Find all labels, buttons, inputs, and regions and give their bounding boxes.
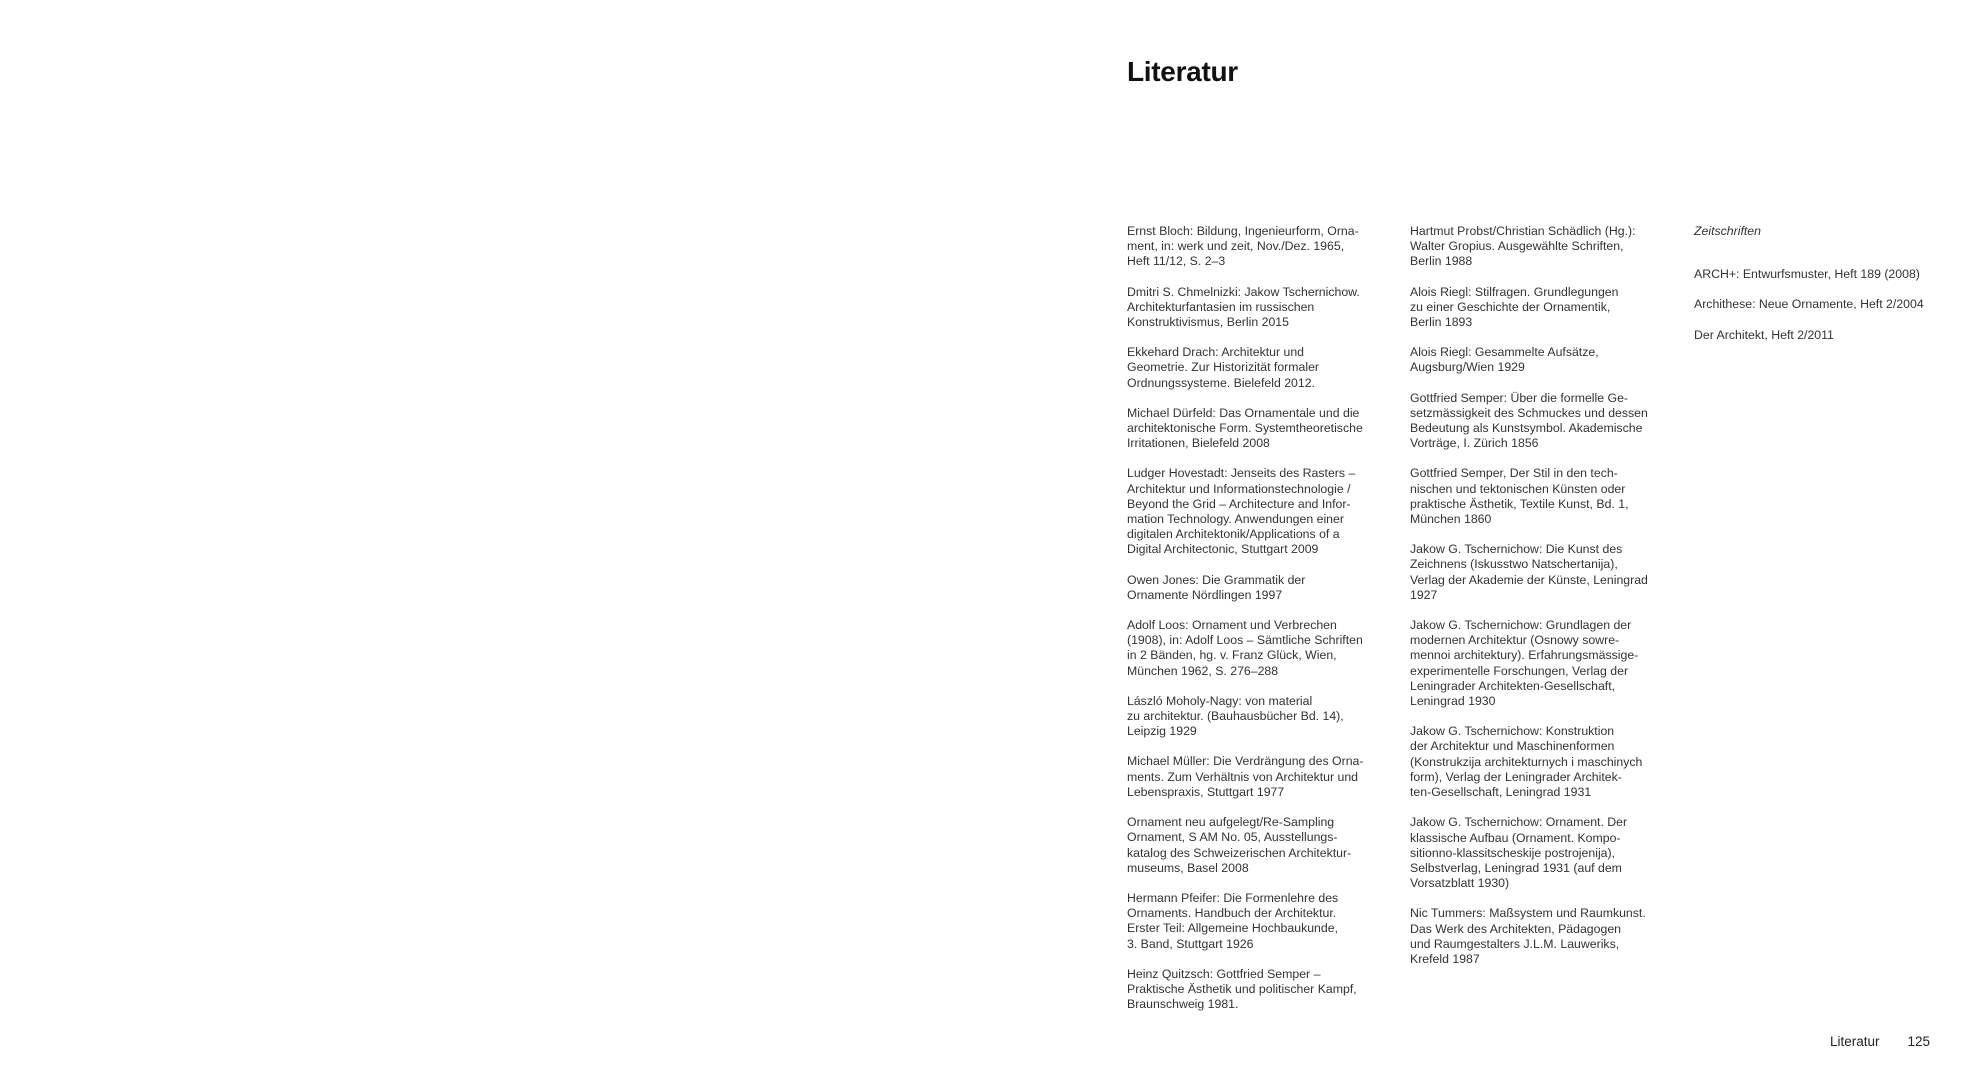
bibliography-entry: Ludger Hovestadt: Jenseits des Rasters – Architektur und Informationstechnologie / Beyond the Grid – Architecture and Infor- mation Technology. Anwendungen einer digitalen Architektonik/Applications of a Digital Architectonic, Stuttgart 2009: [1127, 466, 1356, 557]
bibliography-entry: Michael Dürfeld: Das Ornamentale und die architektonische Form. Systemtheoretische Irritationen, Bielefeld 2008: [1127, 405, 1363, 451]
bibliography-entry: Ekkehard Drach: Architektur und Geometrie. Zur Historizität formaler Ordnungssysteme. Bielefeld 2012.: [1127, 345, 1320, 390]
periodical-entry: Der Architekt, Heft 2/2011: [1694, 327, 1834, 342]
running-footer-section: Literatur: [1830, 1034, 1880, 1049]
bibliography-entry: László Moholy-Nagy: von material zu architektur. (Bauhausbücher Bd. 14), Leipzig 1929: [1127, 693, 1344, 739]
bibliography-entry: Jakow G. Tschernichow: Grundlagen der modernen Architektur (Osnowy sowre- mennoi architektury). Erfahrungsmässige- experimentelle Forschungen, Verlag der Leningrader Architekten-Gesellschaft, Leningrad 1930: [1410, 618, 1639, 709]
bibliography-entry: Adolf Loos: Ornament und Verbrechen (1908), in: Adolf Loos – Sämtliche Schriften in 2 Bänden, hg. v. Franz Glück, Wien, München 1962, S. 276–288: [1127, 618, 1363, 678]
page-footer: [1830, 1033, 1930, 1051]
periodicals-heading: Zeitschriften: [1694, 224, 1761, 238]
bibliography-entry: Michael Müller: Die Verdrängung des Orna- ments. Zum Verhältnis von Architektur und Lebenspraxis, Stuttgart 1977: [1127, 754, 1364, 799]
bibliography-entry: Gottfried Semper, Der Stil in den tech- nischen und tektonischen Künsten oder praktische Ästhetik, Textile Kunst, Bd. 1, München 1860: [1410, 466, 1629, 527]
bibliography-entry: Jakow G. Tschernichow: Die Kunst des Zeichnens (Iskusstwo Natschertanija), Verlag der Akademie der Künste, Leningrad 1927: [1410, 542, 1648, 602]
bibliography-column-1: [1127, 224, 1389, 1027]
periodicals-column: [1694, 224, 1964, 358]
bibliography-entry: Hartmut Probst/Christian Schädlich (Hg.): Walter Gropius. Ausgewählte Schriften, Berlin 1988: [1410, 224, 1636, 269]
bibliography-entry: Ornament neu aufgelegt/Re-Sampling Ornament, S AM No. 05, Ausstellungs- katalog des Schweizerischen Architektur- museums, Basel 2008: [1127, 815, 1352, 875]
bibliography-column-2: [1410, 224, 1672, 982]
bibliography-entry: Jakow G. Tschernichow: Ornament. Der klassische Aufbau (Ornament. Kompo- sitionno-klassitscheskije postrojenija), Selbstverlag, Leningrad 1931 (auf dem Vorsatzblatt 1930): [1410, 815, 1628, 891]
bibliography-entry: Heinz Quitzsch: Gottfried Semper – Praktische Ästhetik und politischer Kampf, Braunschweig 1981.: [1127, 966, 1357, 1012]
periodical-entry: ARCH+: Entwurfsmuster, Heft 189 (2008): [1694, 267, 1920, 282]
bibliography-entry: Hermann Pfeifer: Die Formenlehre des Ornaments. Handbuch der Architektur. Erster Teil: Allgemeine Hochbaukunde, 3. Band, Stuttgart 1926: [1127, 890, 1339, 951]
bibliography-entry: Ernst Bloch: Bildung, Ingenieurform, Orna- ment, in: werk und zeit, Nov./Dez. 1965, Heft 11/12, S. 2–3: [1127, 224, 1359, 269]
periodical-entry: Archithese: Neue Ornamente, Heft 2/2004: [1694, 297, 1924, 312]
bibliography-entry: Owen Jones: Die Grammatik der Ornamente Nördlingen 1997: [1127, 572, 1306, 602]
bibliography-entry: Alois Riegl: Stilfragen. Grundlegungen zu einer Geschichte der Ornamentik, Berlin 1893: [1410, 284, 1619, 330]
bibliography-entry: Nic Tummers: Maßsystem und Raumkunst. Das Werk des Architekten, Pädagogen und Raumgestalters J.L.M. Lauweriks, Krefeld 1987: [1410, 906, 1646, 966]
bibliography-entry: Dmitri S. Chmelnizki: Jakow Tschernichow. Architekturfantasien im russischen Konstruktivismus, Berlin 2015: [1127, 284, 1360, 330]
page-title: Literatur: [1127, 56, 1238, 87]
page-number: 125: [1907, 1034, 1931, 1049]
bibliography-entry: Gottfried Semper: Über die formelle Ge- setzmässigkeit des Schmuckes und dessen Bedeutung als Kunstsymbol. Akademische Vorträge, I. Zürich 1856: [1410, 390, 1648, 451]
bibliography-entry: Alois Riegl: Gesammelte Aufsätze, Augsburg/Wien 1929: [1410, 345, 1599, 375]
bibliography-entry: Jakow G. Tschernichow: Konstruktion der Architektur und Maschinenformen (Konstrukzija architekturnych i maschinych form), Verlag der Leningrader Architek- ten-Gesellschaft, Leningrad 1931: [1410, 724, 1643, 800]
